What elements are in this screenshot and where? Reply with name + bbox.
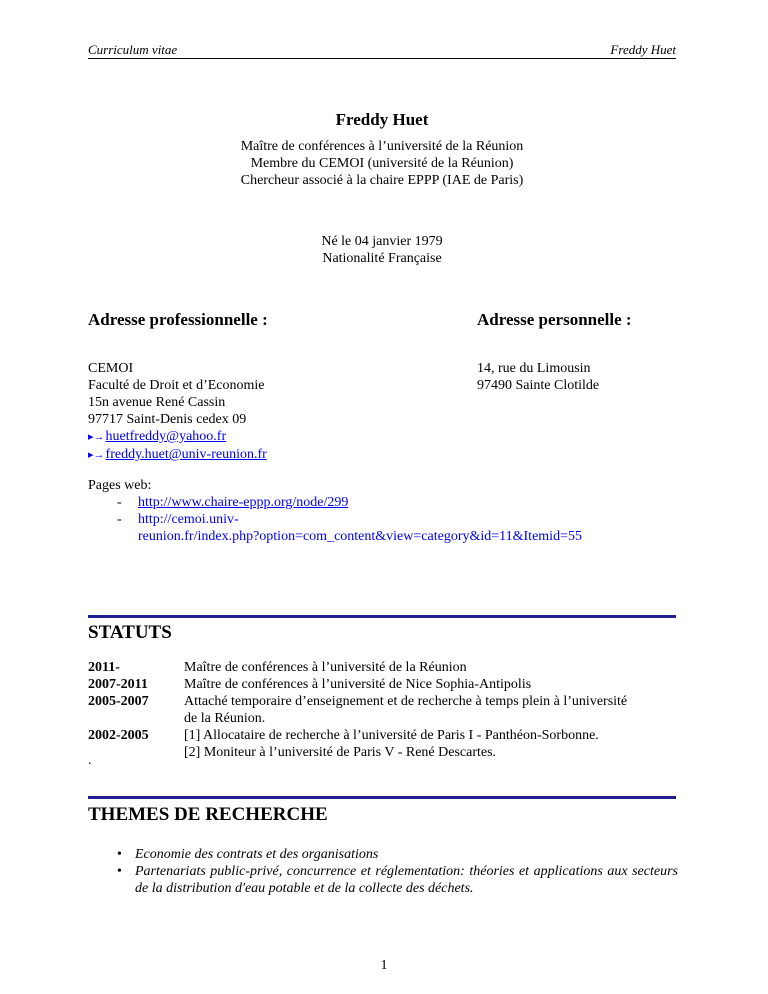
professional-address [88,360,267,464]
statut-entry [88,727,678,761]
address-line: CEMOI [88,361,134,376]
address-line: 15n avenue René Cassin [88,395,226,410]
web-link-cemoi-part1[interactable]: http://cemoi.univ- [138,512,239,527]
web-pages [88,477,678,545]
address-line: 97717 Saint-Denis cedex 09 [88,412,247,427]
list-dash: - [117,495,122,510]
address-line: 97490 Sainte Clotilde [477,378,600,393]
page-header [88,40,676,59]
list-item [88,846,678,863]
web-link-eppp[interactable]: http://www.chaire-eppp.org/node/299 [138,495,349,510]
role-line: Chercheur associé à la chaire EPPP (IAE de Paris) [240,173,524,188]
personal-address [477,360,599,394]
nationality: Nationalité Française [322,251,442,266]
section-divider [88,615,676,618]
personal-address-title: Adresse personnelle : [477,310,632,329]
bullet-icon: • [117,847,122,862]
web-item [88,494,678,511]
themes-list [88,846,678,897]
statut-entry [88,659,678,676]
bullet-icon: • [117,864,122,879]
identity-block [88,108,676,189]
email-line [88,446,267,464]
role-line: Maître de conférences à l’université de la Réunion [240,139,524,154]
statut-years: 2011- [88,660,120,675]
address-line: Faculté de Droit et d’Economie [88,378,265,393]
statut-text: de la Réunion. [184,711,266,726]
statut-text: Attaché temporaire d’enseignement et de recherche à temps plein à l’université [184,694,628,709]
theme-text: Partenariats public-privé, concurrence et réglementation: théories et applications aux secteurs de la distribution d'eau potable et de la collecte des déchets. [135,864,678,896]
statut-text: [2] Moniteur à l’université de Paris V - René Descartes. [184,745,497,760]
statut-years: 2007-2011 [88,677,148,692]
email-line [88,428,267,446]
header-left: Curriculum vitae [88,42,178,57]
professional-address-title: Adresse professionnelle : [88,310,268,329]
birth-date: Né le 04 janvier 1979 [321,234,443,249]
header-right: Freddy Huet [610,42,676,57]
web-link-cemoi-part2[interactable]: reunion.fr/index.php?option=com_content&view=category&id=11&Itemid=55 [138,529,582,544]
roles-list [88,138,676,189]
section-divider [88,796,676,799]
theme-text: Economie des contrats et des organisations [135,847,379,862]
birth-block [88,233,676,267]
statut-years: 2005-2007 [88,694,149,709]
statut-entry [88,693,678,727]
email-link-yahoo[interactable]: huetfreddy@yahoo.fr [105,429,227,444]
statut-text: Maître de conférences à l’université de la Réunion [184,660,467,675]
list-dash: - [117,512,122,527]
statut-text: [1] Allocataire de recherche à l’université de Paris I - Panthéon-Sorbonne. [184,728,599,743]
email-link-univ[interactable]: freddy.huet@univ-reunion.fr [105,447,267,462]
page-number: 1 [380,958,388,973]
statut-text: Maître de conférences à l’université de Nice Sophia-Antipolis [184,677,532,692]
trailing-dot: . [88,753,92,768]
email-arrow-icon: ▸→ [88,449,105,461]
web-label: Pages web: [88,478,152,493]
web-item [88,511,678,545]
statuts-title: STATUTS [88,622,172,643]
email-arrow-icon: ▸→ [88,431,105,443]
person-name: Freddy Huet [335,110,429,129]
role-line: Membre du CEMOI (université de la Réunion) [250,156,514,171]
statut-entry [88,676,678,693]
statut-years: 2002-2005 [88,728,149,743]
list-item [88,863,678,897]
themes-title: THEMES DE RECHERCHE [88,804,328,825]
address-line: 14, rue du Limousin [477,361,591,376]
